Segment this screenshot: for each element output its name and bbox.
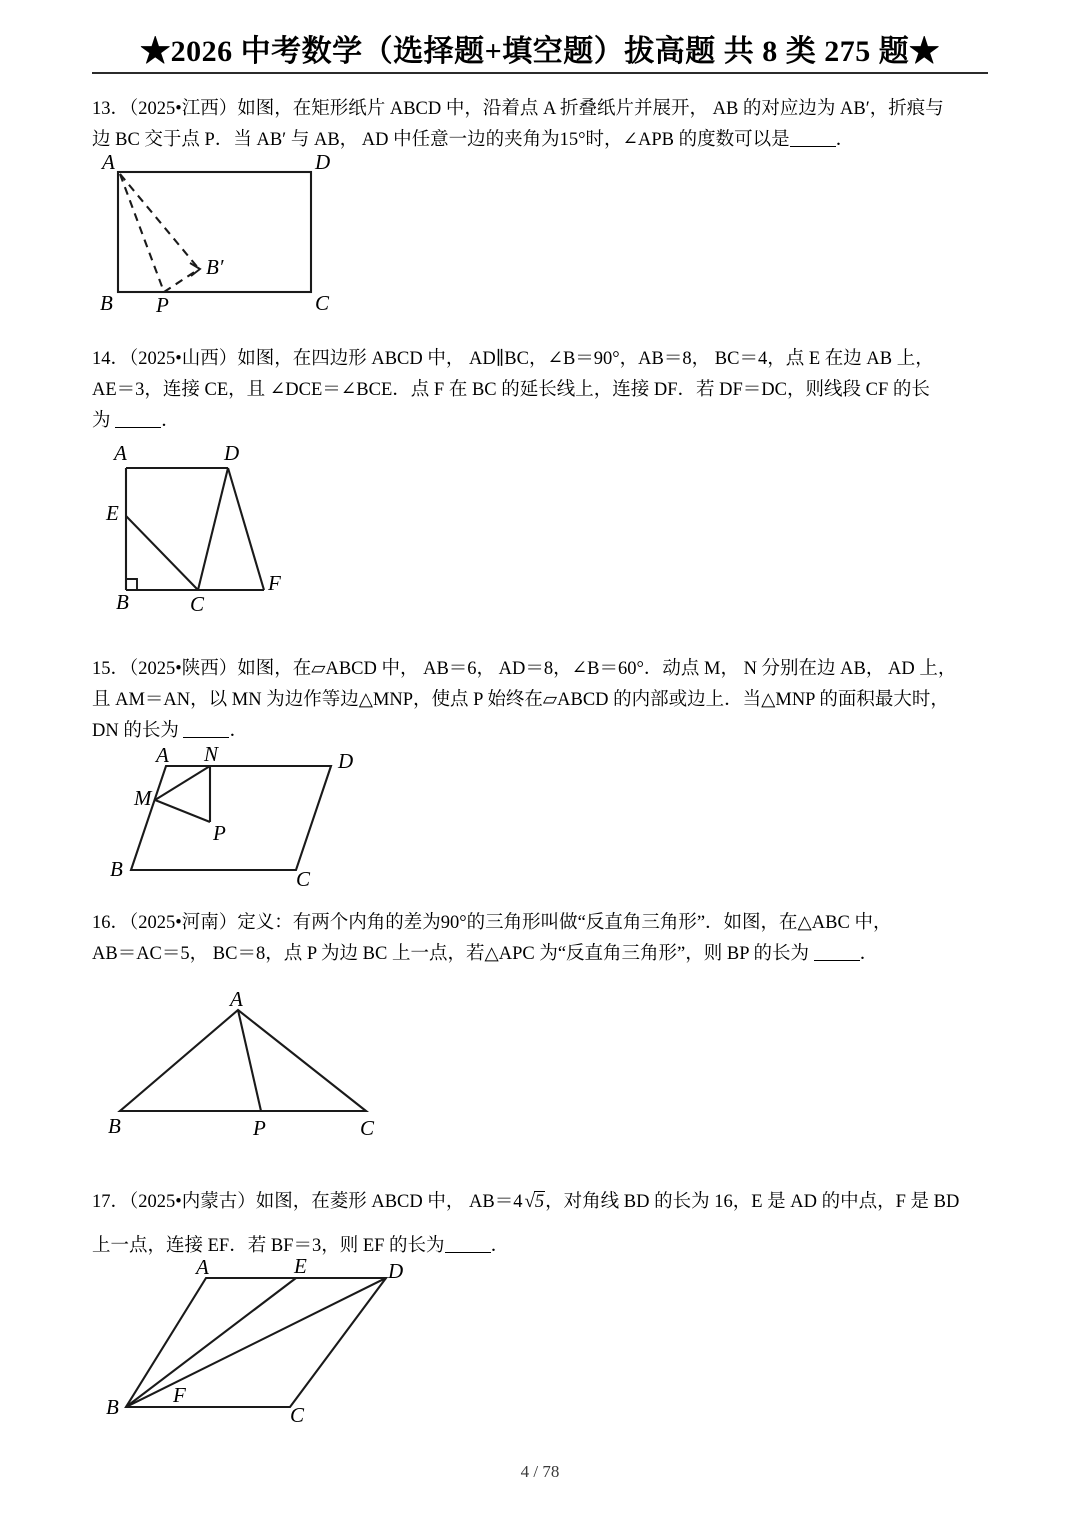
label-F: F (268, 571, 281, 595)
radical-sign: √ (524, 1191, 535, 1212)
label-C: C (360, 1116, 375, 1140)
page-title: ★2026 中考数学（选择题+填空题）拔高题 共 8 类 275 题★ (140, 35, 940, 68)
figure-problem-17 (98, 1254, 408, 1427)
problem-16-line-1: 16．（2025•河南）定义：有两个内角的差为90°的三角形叫做“反直角三角形”．如图，在△ABC 中， (92, 913, 892, 933)
problem-13-line-1: 13．（2025•江西）如图，在矩形纸片 ABCD 中，沿着点 A 折叠纸片并展开， AB 的对应边为 AB′，折痕与 (92, 99, 944, 119)
label-P: P (213, 821, 226, 845)
label-P: P (156, 293, 169, 317)
problem-15-text (92, 654, 990, 747)
sqrt-expression: √5 (524, 1191, 545, 1212)
label-A: A (156, 743, 169, 767)
problem-15-line-2: 且 AM＝AN，以 MN 为边作等边△MNP，使点 P 始终在▱ABCD 的内部或边上．当△MNP 的面积最大时， (92, 690, 949, 710)
problem-16-line-2: AB＝AC＝5， BC＝8，点 P 为边 BC 上一点，若△APC 为“反直角三角形”，则 BP 的长为 ． (92, 944, 879, 964)
label-A: A (114, 441, 127, 465)
label-D: D (388, 1259, 404, 1283)
problem-14-text (92, 344, 990, 437)
page-footer: 4 / 78 (520, 1462, 560, 1481)
problem-17-line-2: 上一点，连接 EF．若 BF＝3，则 EF 的长为 ． (92, 1236, 510, 1256)
problem-15-line-3: DN 的长为 ． (92, 721, 248, 741)
label-A: A (196, 1255, 209, 1279)
label-C: C (190, 592, 205, 616)
figure-problem-16 (98, 987, 408, 1140)
title-divider (92, 72, 988, 74)
problem-13-text (92, 94, 990, 156)
label-B: B (106, 1395, 119, 1419)
answer-blank[interactable] (814, 960, 860, 961)
figure-problem-15 (98, 742, 368, 891)
label-B: B (116, 590, 129, 614)
label-B: B (108, 1114, 121, 1138)
label-A: A (102, 150, 115, 174)
problem-13-line-2: 边 BC 交于点 P．当 AB′ 与 AB， AD 中任意一边的夹角为15°时，∠APB 的度数可以是 ． (92, 130, 855, 150)
label-N: N (204, 742, 219, 766)
label-A: A (230, 987, 243, 1011)
figure-problem-14 (98, 438, 328, 616)
problem-14-line-1: 14．（2025•山西）如图，在四边形 ABCD 中， AD∥BC，∠B＝90°，AB＝8， BC＝4，点 E 在边 AB 上， (92, 349, 934, 369)
problem-14-line-2: AE＝3，连接 CE，且 ∠DCE＝∠BCE．点 F 在 BC 的延长线上，连接 DF．若 DF＝DC，则线段 CF 的长 (92, 380, 930, 400)
label-C: C (296, 867, 311, 891)
label-E: E (294, 1254, 307, 1278)
answer-blank[interactable] (115, 427, 161, 428)
label-M: M (134, 786, 152, 810)
label-B-prime: B′ (206, 255, 224, 279)
label-B: B (100, 291, 113, 315)
label-F: F (173, 1383, 186, 1407)
figure-problem-13 (96, 152, 376, 317)
label-E: E (106, 501, 119, 525)
label-P: P (253, 1116, 266, 1140)
label-C: C (315, 291, 330, 315)
answer-blank[interactable] (445, 1252, 491, 1253)
problem-17-line-1: 17．（2025•内蒙古）如图，在菱形 ABCD 中， AB＝4 √5，对角线 BD 的长为 16，E 是 AD 的中点，F 是 BD (92, 1180, 990, 1224)
label-D: D (338, 749, 354, 773)
label-C: C (290, 1403, 305, 1427)
problem-17-text (92, 1180, 990, 1268)
answer-blank[interactable] (790, 146, 836, 147)
label-B: B (110, 857, 123, 881)
answer-blank[interactable] (183, 737, 229, 738)
problem-15-line-1: 15．（2025•陕西）如图，在▱ABCD 中， AB＝6， AD＝8，∠B＝60°．动点 M， N 分别在边 AB， AD 上， (92, 659, 957, 679)
label-D: D (224, 441, 240, 465)
problem-16-text (92, 908, 990, 970)
label-D: D (315, 150, 331, 174)
problem-14-line-3: 为 ． (92, 411, 180, 431)
